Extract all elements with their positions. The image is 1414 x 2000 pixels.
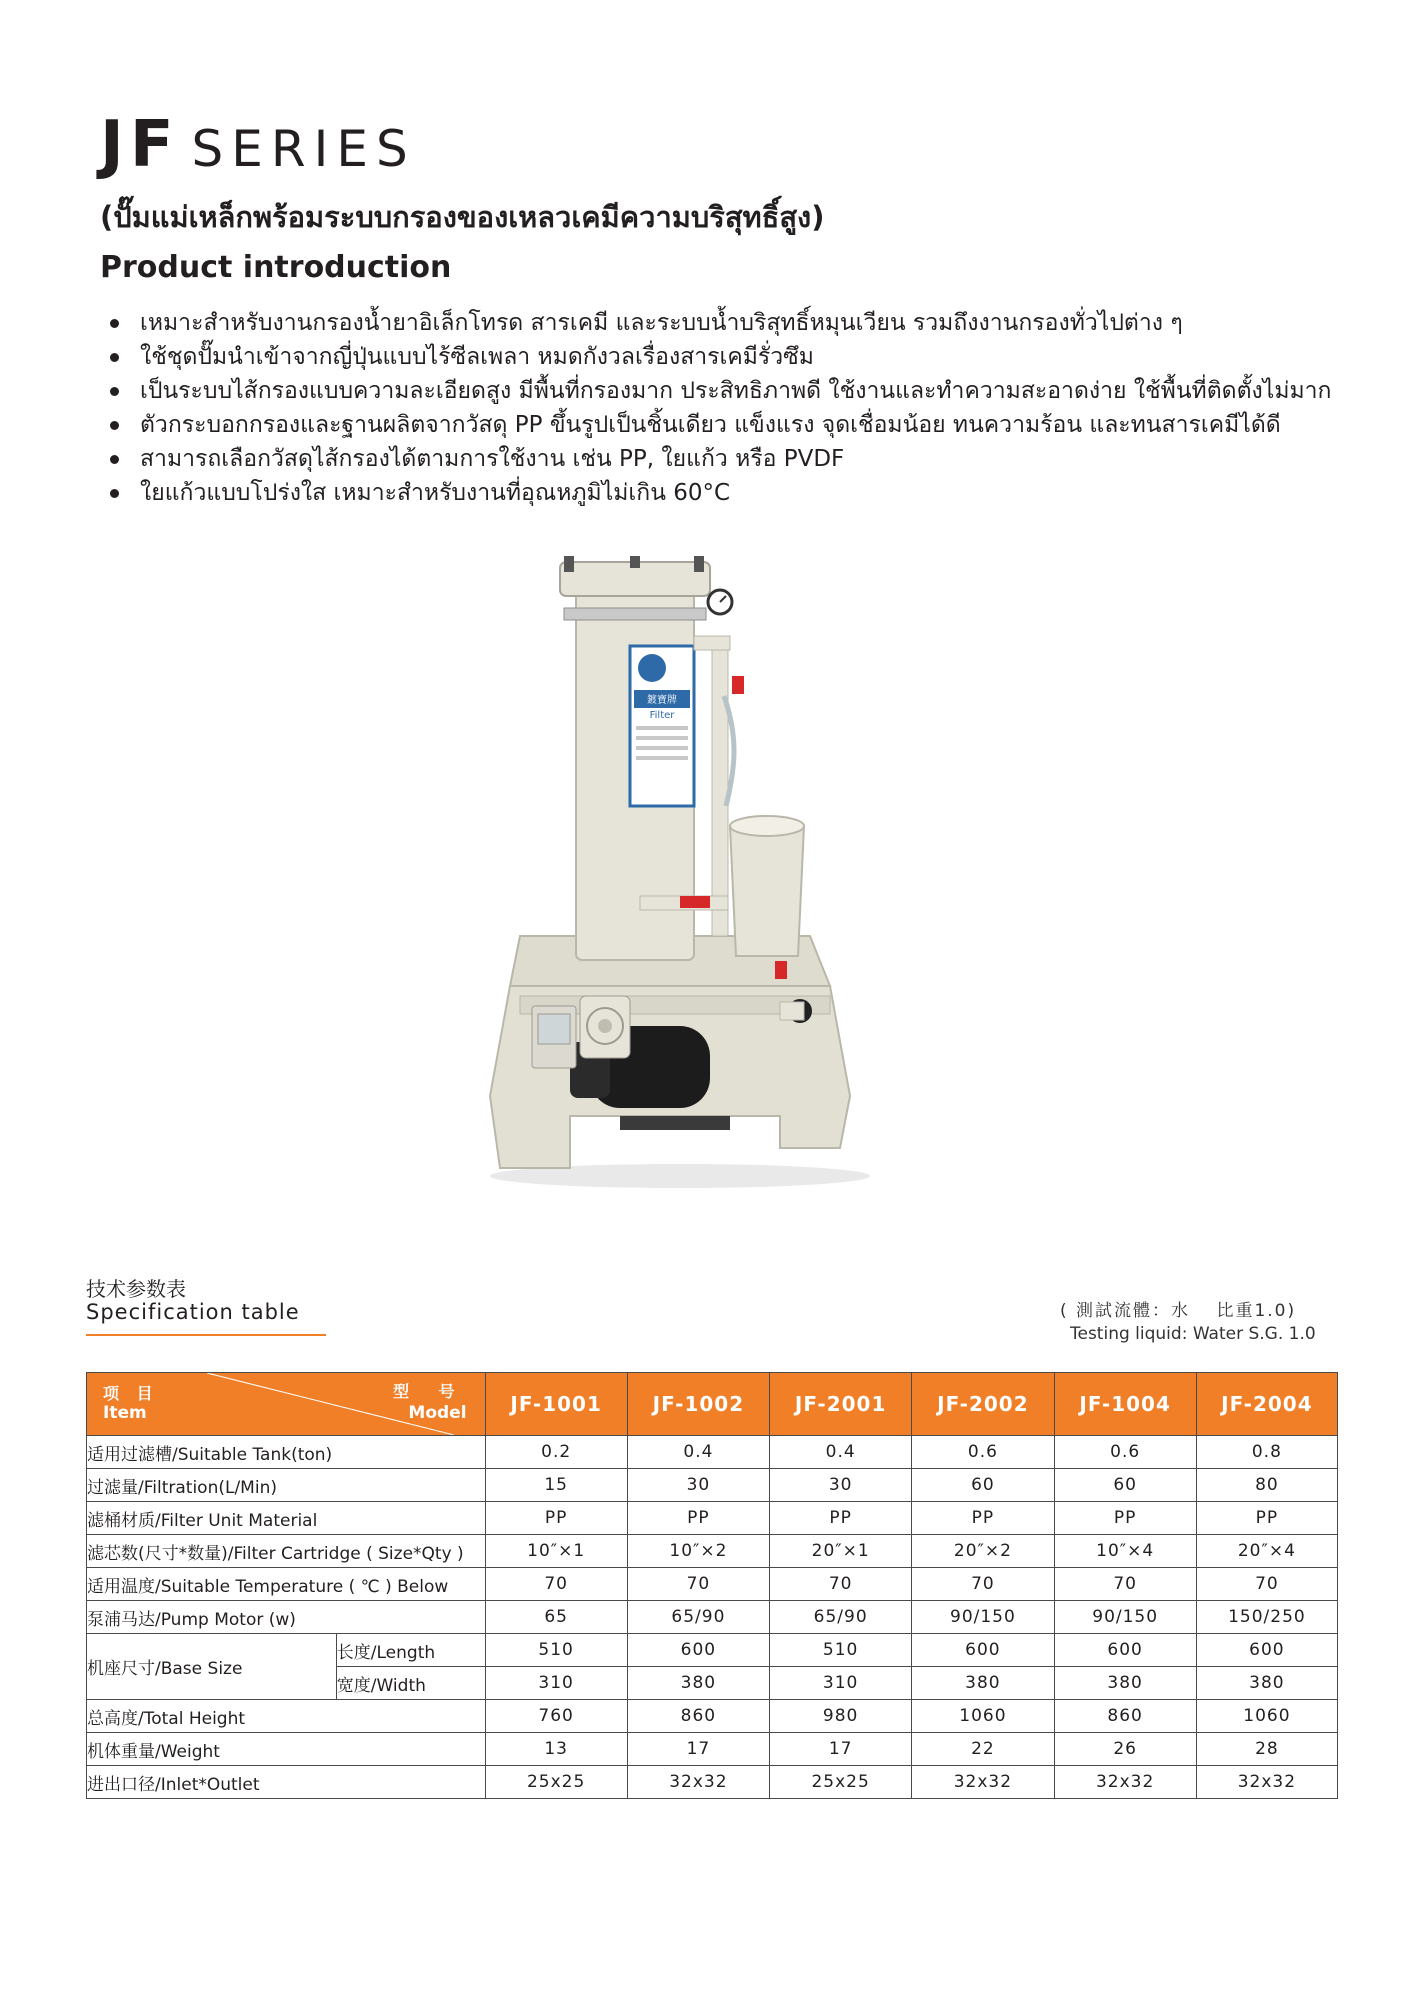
feature-item [104, 476, 1404, 510]
feature-list [104, 306, 1404, 510]
cell: 510 [485, 1634, 627, 1667]
cell: 90/150 [912, 1601, 1054, 1634]
table-row [87, 1436, 1338, 1469]
bullet-icon [110, 489, 119, 498]
feature-item [104, 340, 1404, 374]
table-row [87, 1601, 1338, 1634]
feature-text: เป็นระบบไส้กรองแบบความละเอียดสูง มีพื้นที่กรองมาก ประสิทธิภาพดี ใช้งานและทำความสะอาดง่าย ใช้พื้นที่ติดตั้งไม่มาก [140, 378, 1332, 404]
cell: 17 [770, 1733, 912, 1766]
cell: 600 [912, 1634, 1054, 1667]
bullet-icon [110, 319, 119, 328]
cell: 20″×1 [770, 1535, 912, 1568]
table-row [87, 1700, 1338, 1733]
model-header: JF-1001 [485, 1373, 627, 1436]
cell: 10″×1 [485, 1535, 627, 1568]
cell: 380 [1196, 1667, 1337, 1700]
cell: 65/90 [627, 1601, 769, 1634]
cell: 70 [912, 1568, 1054, 1601]
cell: 32x32 [912, 1766, 1054, 1799]
model-header: JF-1004 [1054, 1373, 1196, 1436]
row-label: 适用过滤槽/Suitable Tank(ton) [87, 1436, 486, 1469]
cell: 65 [485, 1601, 627, 1634]
cell: 980 [770, 1700, 912, 1733]
bullet-icon [110, 353, 119, 362]
bullet-icon [110, 421, 119, 430]
cell: 70 [1054, 1568, 1196, 1601]
row-label: 泵浦马达/Pump Motor (w) [87, 1601, 486, 1634]
cell: 70 [770, 1568, 912, 1601]
cell: 32x32 [1054, 1766, 1196, 1799]
cell: 760 [485, 1700, 627, 1733]
testing-liquid-en: Testing liquid: Water S.G. 1.0 [1070, 1324, 1316, 1344]
item-model-corner [87, 1373, 486, 1436]
product-image [480, 556, 880, 1196]
feature-item [104, 374, 1404, 408]
row-label: 滤桶材质/Filter Unit Material [87, 1502, 486, 1535]
page-title [100, 108, 416, 182]
feature-text: ตัวกระบอกกรองและฐานผลิตจากวัสดุ PP ขึ้นรูปเป็นชิ้นเดียว แข็งแรง จุดเชื่อมน้อย ทนความร้อน และทนสารเคมีได้ดี [140, 412, 1281, 438]
row-label: 进出口径/Inlet*Outlet [87, 1766, 486, 1799]
bullet-icon [110, 387, 119, 396]
corner-item-cn: 项 目 [103, 1384, 159, 1403]
table-row [87, 1502, 1338, 1535]
cell: 20″×4 [1196, 1535, 1337, 1568]
cell: PP [770, 1502, 912, 1535]
cell: 0.6 [1054, 1436, 1196, 1469]
cell: 30 [770, 1469, 912, 1502]
cell: 30 [627, 1469, 769, 1502]
cell: 1060 [1196, 1700, 1337, 1733]
intro-heading: Product introduction [100, 250, 452, 285]
model-header: JF-2004 [1196, 1373, 1337, 1436]
cell: 17 [627, 1733, 769, 1766]
cell: 310 [770, 1667, 912, 1700]
cell: 0.6 [912, 1436, 1054, 1469]
table-row [87, 1733, 1338, 1766]
cell: 380 [627, 1667, 769, 1700]
cell: 600 [627, 1634, 769, 1667]
cell: 60 [912, 1469, 1054, 1502]
cell: 26 [1054, 1733, 1196, 1766]
cell: 70 [485, 1568, 627, 1601]
cell: 32x32 [1196, 1766, 1337, 1799]
brand-label-en: Filter [649, 710, 675, 721]
table-row [87, 1568, 1338, 1601]
testing-liquid-cn: ( 測試流體：水 比重1.0) [1060, 1301, 1297, 1321]
cell: 0.2 [485, 1436, 627, 1469]
table-row [87, 1634, 1338, 1667]
title-bold: JF [100, 108, 180, 182]
model-header: JF-2002 [912, 1373, 1054, 1436]
cell: 80 [1196, 1469, 1337, 1502]
cell: 860 [1054, 1700, 1196, 1733]
cell: 28 [1196, 1733, 1337, 1766]
table-row [87, 1766, 1338, 1799]
model-header: JF-1002 [627, 1373, 769, 1436]
cell: PP [1054, 1502, 1196, 1535]
cell: 310 [485, 1667, 627, 1700]
base-size-label: 机座尺寸/Base Size [87, 1634, 337, 1700]
length-label: 长度/Length [336, 1634, 485, 1667]
row-label: 适用温度/Suitable Temperature ( ℃ ) Below [87, 1568, 486, 1601]
cell: 60 [1054, 1469, 1196, 1502]
cell: PP [912, 1502, 1054, 1535]
cell: 600 [1054, 1634, 1196, 1667]
cell: 1060 [912, 1700, 1054, 1733]
cell: 13 [485, 1733, 627, 1766]
cell: 65/90 [770, 1601, 912, 1634]
corner-item-en: Item [103, 1403, 147, 1423]
cell: 70 [1196, 1568, 1337, 1601]
title-light: SERIES [191, 120, 416, 178]
cell: 0.8 [1196, 1436, 1337, 1469]
cell: PP [1196, 1502, 1337, 1535]
table-header-row [87, 1373, 1338, 1436]
thai-subtitle: (ปั๊มแม่เหล็กพร้อมระบบกรองของเหลวเคมีความบริสุทธิ์สูง) [100, 200, 825, 234]
cell: 25x25 [485, 1766, 627, 1799]
feature-text: เหมาะสำหรับงานกรองน้ำยาอิเล็กโทรด สารเคมี และระบบน้ำบริสุทธิ์หมุนเวียน รวมถึงงานกรองทั่วไปต่าง ๆ [140, 310, 1183, 336]
row-label: 过滤量/Filtration(L/Min) [87, 1469, 486, 1502]
spec-heading-en: Specification table [86, 1300, 300, 1324]
row-label: 滤芯数(尺寸*数量)/Filter Cartridge ( Size*Qty ) [87, 1535, 486, 1568]
brand-label-cn: 鍍寶牌 [647, 695, 677, 706]
cell: 860 [627, 1700, 769, 1733]
cell: PP [627, 1502, 769, 1535]
table-row [87, 1535, 1338, 1568]
width-label: 宽度/Width [336, 1667, 485, 1700]
cell: 600 [1196, 1634, 1337, 1667]
feature-text: ใช้ชุดปั๊มนำเข้าจากญี่ปุ่นแบบไร้ซีลเพลา หมดกังวลเรื่องสารเคมีรั่วซึม [140, 344, 814, 370]
cell: 380 [912, 1667, 1054, 1700]
feature-item [104, 408, 1404, 442]
feature-item [104, 306, 1404, 340]
feature-text: ใยแก้วแบบโปร่งใส เหมาะสำหรับงานที่อุณหภูมิไม่เกิน 60°C [140, 480, 731, 506]
cell: 10″×4 [1054, 1535, 1196, 1568]
cell: 0.4 [627, 1436, 769, 1469]
cell: 0.4 [770, 1436, 912, 1469]
cell: 90/150 [1054, 1601, 1196, 1634]
cell: PP [485, 1502, 627, 1535]
corner-model-en: Model [408, 1403, 467, 1423]
cell: 25x25 [770, 1766, 912, 1799]
cell: 10″×2 [627, 1535, 769, 1568]
bullet-icon [110, 455, 119, 464]
cell: 22 [912, 1733, 1054, 1766]
cell: 150/250 [1196, 1601, 1337, 1634]
corner-model-cn: 型 号 [392, 1382, 467, 1401]
spec-heading-underline [86, 1334, 326, 1336]
cell: 510 [770, 1634, 912, 1667]
row-label: 机体重量/Weight [87, 1733, 486, 1766]
spec-table [86, 1372, 1338, 1799]
cell: 32x32 [627, 1766, 769, 1799]
cell: 380 [1054, 1667, 1196, 1700]
row-label: 总高度/Total Height [87, 1700, 486, 1733]
model-header: JF-2001 [770, 1373, 912, 1436]
feature-text: สามารถเลือกวัสดุไส้กรองได้ตามการใช้งาน เช่น PP, ใยแก้ว หรือ PVDF [140, 446, 845, 472]
cell: 15 [485, 1469, 627, 1502]
cell: 20″×2 [912, 1535, 1054, 1568]
spec-heading-cn: 技术参数表 [86, 1277, 186, 1301]
cell: 70 [627, 1568, 769, 1601]
feature-item [104, 442, 1404, 476]
table-row [87, 1469, 1338, 1502]
